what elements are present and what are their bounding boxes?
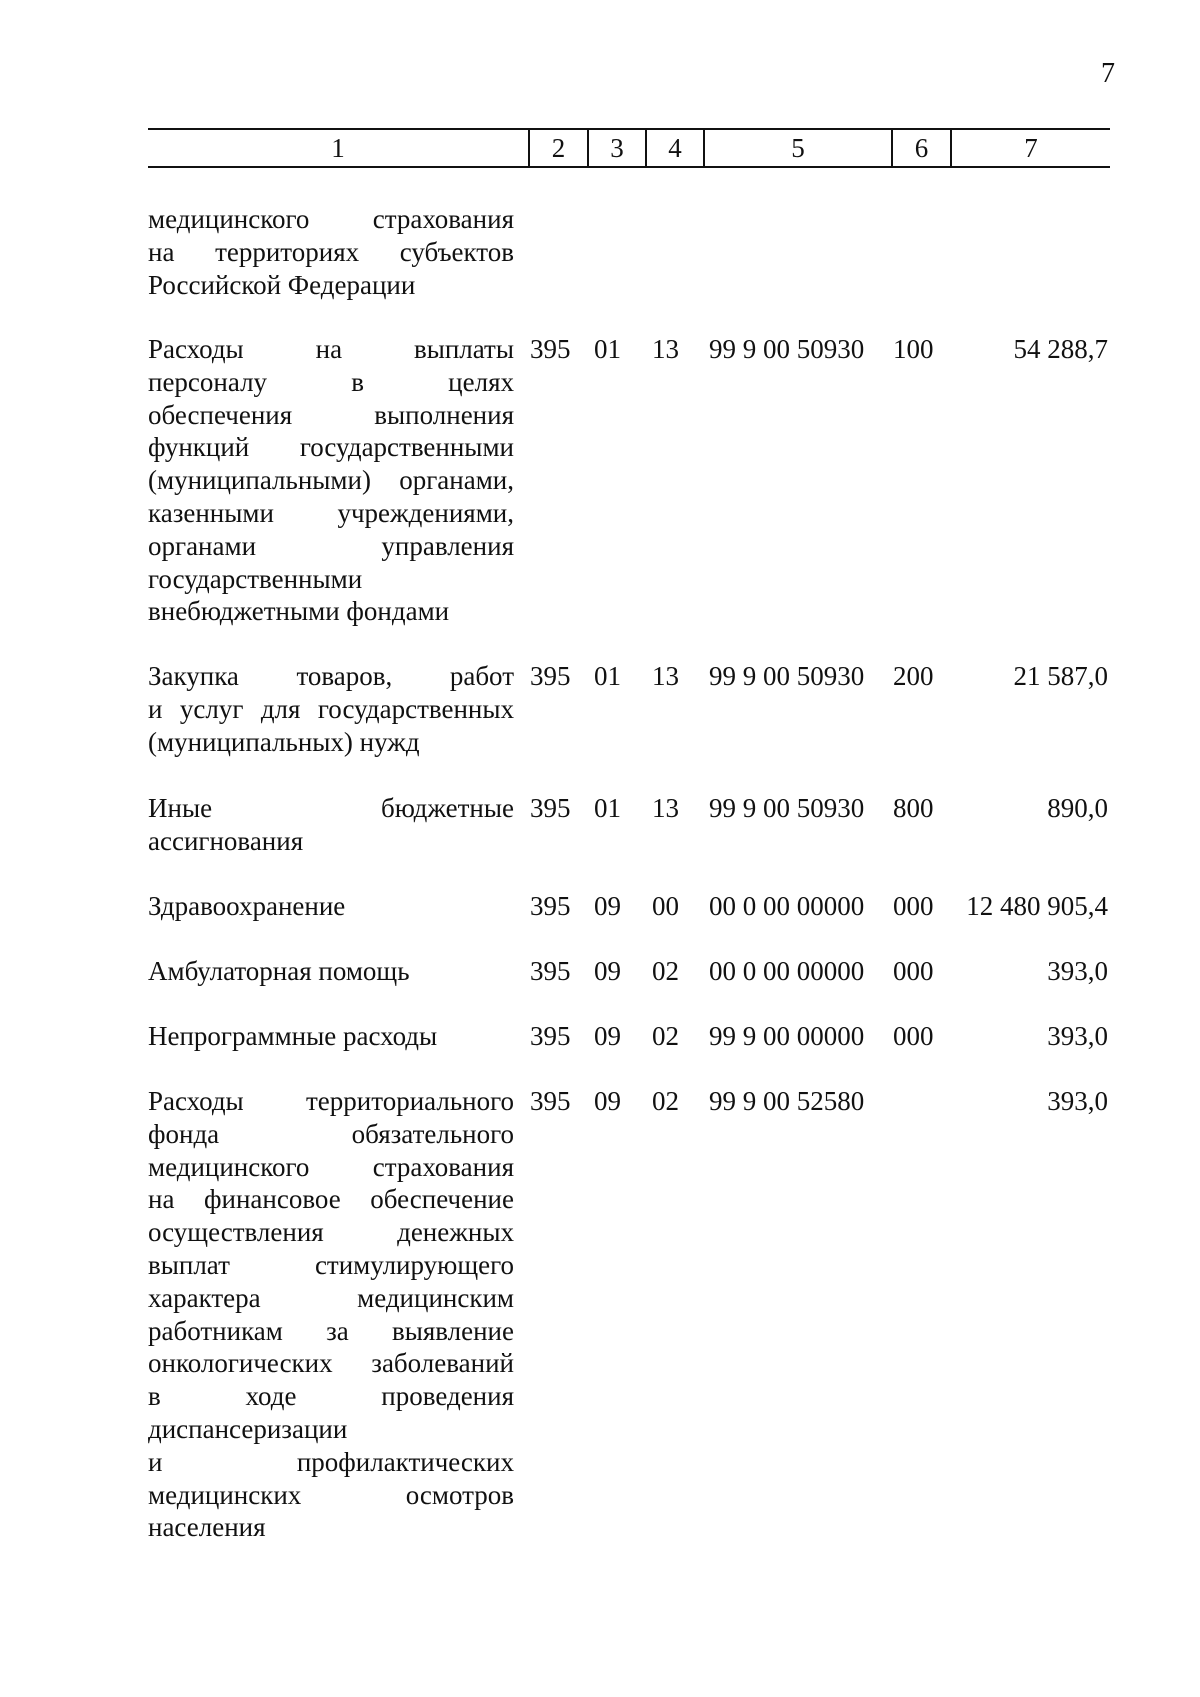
amount-cell: 12 480 905,4 bbox=[966, 891, 1108, 921]
description-line: медицинских осмотров bbox=[148, 1479, 514, 1510]
section-code-cell: 01 bbox=[594, 793, 621, 823]
target-article-code-cell: 00 0 00 00000 bbox=[709, 956, 865, 986]
description-line: органами управления bbox=[148, 530, 514, 561]
description-line: Иные бюджетные bbox=[148, 793, 514, 823]
page-number: 7 bbox=[1101, 58, 1115, 89]
column-header-1: 1 bbox=[331, 133, 345, 163]
description-line: выплат стимулирующего bbox=[148, 1249, 514, 1280]
description-line: персоналу в целях bbox=[148, 366, 514, 397]
row-description bbox=[148, 1020, 514, 1053]
description-line: медицинского страхования bbox=[148, 1151, 514, 1182]
expense-type-code-cell: 000 bbox=[893, 956, 934, 986]
subsection-code-cell: 02 bbox=[652, 956, 679, 986]
description-line: Российской Федерации bbox=[148, 269, 416, 300]
target-article-code-cell: 99 9 00 52580 bbox=[709, 1086, 865, 1116]
description-line: внебюджетными фондами bbox=[148, 596, 450, 627]
section-code-cell: 01 bbox=[594, 661, 621, 691]
row-description bbox=[148, 955, 514, 988]
amount-cell: 393,0 bbox=[1047, 1021, 1108, 1051]
amount-cell: 393,0 bbox=[1047, 956, 1108, 986]
description-line: осуществления денежных bbox=[148, 1217, 514, 1248]
target-article-code-cell: 99 9 00 00000 bbox=[709, 1021, 865, 1051]
description-line: населения bbox=[148, 1512, 266, 1543]
row-description bbox=[148, 890, 514, 923]
description-line: казенными учреждениями, bbox=[148, 497, 514, 528]
row-description bbox=[148, 203, 514, 301]
column-header-5: 5 bbox=[791, 133, 805, 163]
admin-code-cell: 395 bbox=[530, 793, 571, 823]
column-header-6: 6 bbox=[914, 133, 929, 163]
amount-cell: 393,0 bbox=[1047, 1086, 1108, 1116]
description-line: медицинского страхования bbox=[148, 204, 514, 234]
description-line: в ходе проведения bbox=[148, 1381, 514, 1412]
section-code-cell: 09 bbox=[594, 1021, 621, 1051]
section-code-cell: 09 bbox=[594, 891, 621, 921]
row-description bbox=[148, 660, 514, 758]
section-code-cell: 09 bbox=[594, 1086, 621, 1116]
description-line: характера медицинским bbox=[148, 1282, 514, 1313]
subsection-code-cell: 13 bbox=[652, 334, 679, 364]
expense-type-code-cell: 000 bbox=[893, 891, 934, 921]
admin-code-cell: 395 bbox=[530, 661, 571, 691]
description-line: Здравоохранение bbox=[148, 891, 346, 921]
description-line: на территориях субъектов bbox=[148, 236, 514, 267]
expense-type-code-cell: 800 bbox=[893, 793, 934, 823]
description-line: онкологических заболеваний bbox=[148, 1348, 514, 1379]
description-line: Непрограммные расходы bbox=[148, 1021, 438, 1051]
description-line: государственными bbox=[148, 563, 363, 594]
description-line: (муниципальных) нужд bbox=[148, 726, 420, 757]
column-header-2: 2 bbox=[551, 133, 566, 163]
expense-type-code-cell: 100 bbox=[893, 334, 934, 364]
column-header-3: 3 bbox=[610, 133, 624, 163]
description-line: ассигнования bbox=[148, 825, 304, 856]
description-line: Расходы на выплаты bbox=[148, 334, 514, 364]
target-article-code-cell: 99 9 00 50930 bbox=[709, 661, 865, 691]
description-line: функций государственными bbox=[148, 432, 514, 463]
target-article-code-cell: 99 9 00 50930 bbox=[709, 793, 865, 823]
target-article-code-cell: 99 9 00 50930 bbox=[709, 334, 865, 364]
admin-code-cell: 395 bbox=[530, 1086, 571, 1116]
amount-cell: 54 288,7 bbox=[1013, 334, 1108, 364]
subsection-code-cell: 02 bbox=[652, 1021, 679, 1051]
description-line: фонда обязательного bbox=[148, 1118, 514, 1149]
table-column-header bbox=[148, 128, 1110, 168]
admin-code-cell: 395 bbox=[530, 956, 571, 986]
row-description bbox=[148, 333, 514, 628]
description-line: Амбулаторная помощь bbox=[148, 956, 410, 986]
description-line: диспансеризации bbox=[148, 1413, 348, 1444]
admin-code-cell: 395 bbox=[530, 891, 571, 921]
expense-type-code-cell: 200 bbox=[893, 661, 934, 691]
description-line: Расходы территориального bbox=[148, 1086, 514, 1116]
description-line: (муниципальными) органами, bbox=[148, 465, 514, 496]
description-line: и профилактических bbox=[148, 1446, 514, 1477]
target-article-code-cell: 00 0 00 00000 bbox=[709, 891, 865, 921]
amount-cell: 21 587,0 bbox=[1013, 661, 1108, 691]
admin-code-cell: 395 bbox=[530, 1021, 571, 1051]
subsection-code-cell: 00 bbox=[652, 891, 679, 921]
row-description bbox=[148, 1085, 514, 1544]
subsection-code-cell: 02 bbox=[652, 1086, 679, 1116]
column-header-7: 7 bbox=[1024, 133, 1038, 163]
description-line: на финансовое обеспечение bbox=[148, 1184, 514, 1215]
description-line: и услуг для государственных bbox=[148, 693, 514, 724]
section-code-cell: 01 bbox=[594, 334, 621, 364]
row-description bbox=[148, 792, 514, 858]
expense-type-code-cell: 000 bbox=[893, 1021, 934, 1051]
amount-cell: 890,0 bbox=[1047, 793, 1108, 823]
description-line: Закупка товаров, работ bbox=[148, 661, 514, 691]
description-line: обеспечения выполнения bbox=[148, 399, 514, 430]
admin-code-cell: 395 bbox=[530, 334, 571, 364]
subsection-code-cell: 13 bbox=[652, 793, 679, 823]
description-line: работникам за выявление bbox=[148, 1315, 514, 1346]
section-code-cell: 09 bbox=[594, 956, 621, 986]
column-header-4: 4 bbox=[668, 133, 682, 163]
subsection-code-cell: 13 bbox=[652, 661, 679, 691]
